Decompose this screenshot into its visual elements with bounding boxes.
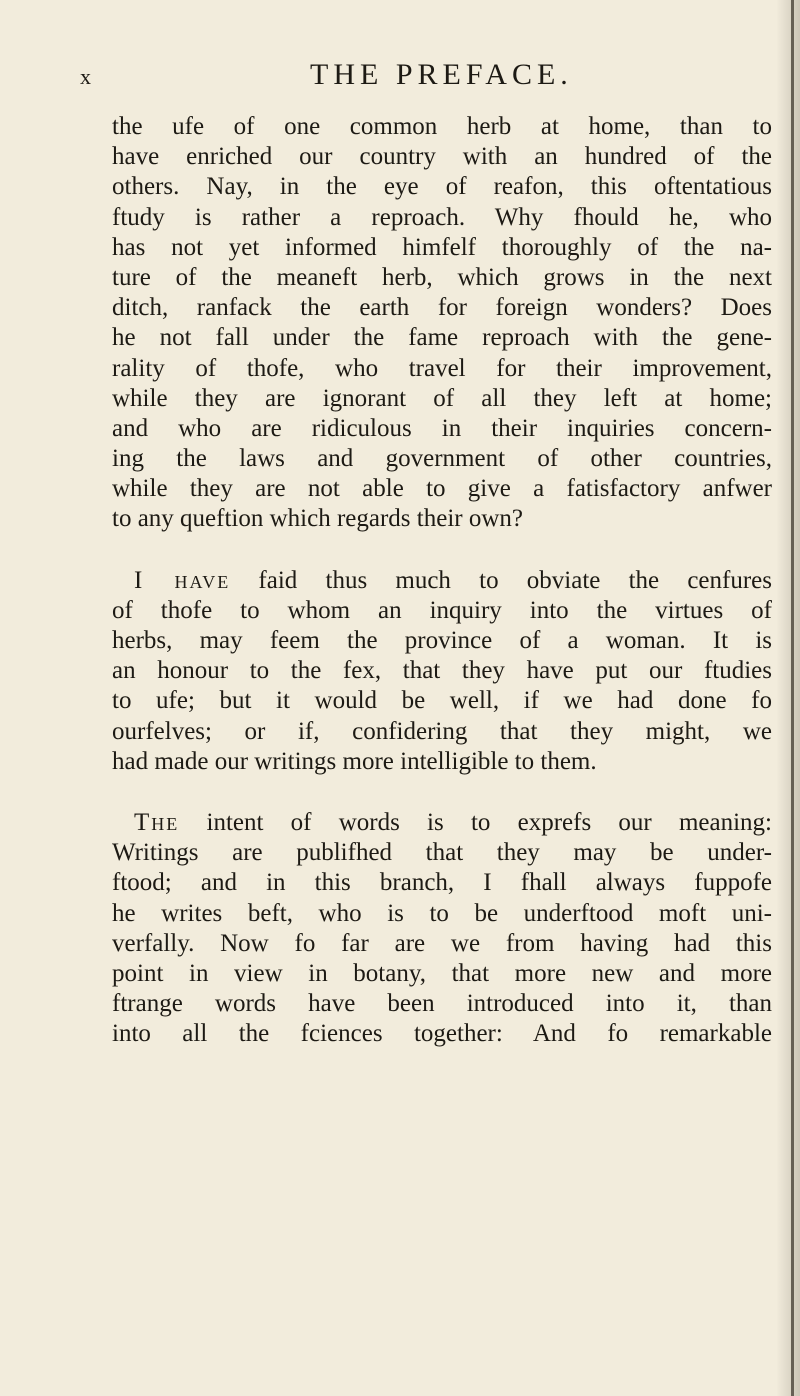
text-line: have enriched our country with an hundred of the	[112, 143, 772, 171]
text-line: ourfelves; or if, confidering that they might, we	[112, 717, 772, 745]
text-line: point in view in botany, that more new and more	[112, 959, 772, 987]
text-line	[112, 808, 772, 838]
page-edge-line	[791, 0, 794, 1396]
text-line: ture of the meaneft herb, which grows in the next	[112, 263, 772, 291]
text-line: ditch, ranfack the earth for foreign wonders? Does	[112, 294, 772, 322]
text-line: has not yet informed himfelf thoroughly of the na-	[112, 233, 772, 261]
paragraph-2	[112, 566, 772, 777]
text-line: while they are ignorant of all they left at home;	[112, 384, 772, 412]
text-line	[112, 566, 772, 596]
text-line: ftood; and in this branch, I fhall always fuppofe	[112, 869, 772, 897]
line-text: intent of words is to exprefs our meaning:	[179, 808, 772, 836]
text-line: Writings are publifhed that they may be under-	[112, 839, 772, 867]
text-line: of thofe to whom an inquiry into the virtues of	[112, 596, 772, 624]
text-line: ftudy is rather a reproach. Why fhould he, who	[112, 203, 772, 231]
text-line: and who are ridiculous in their inquiries concern-	[112, 414, 772, 442]
page-edge-shadow	[776, 0, 800, 1396]
paragraph-3	[112, 808, 772, 1050]
paragraph-1	[112, 112, 772, 535]
text-line: into all the fciences together: And fo remarkable	[112, 1020, 772, 1048]
text-line: he not fall under the fame reproach with the gene-	[112, 324, 772, 352]
lead-word: The	[134, 808, 180, 836]
text-line: ing the laws and government of other countries,	[112, 445, 772, 473]
text-line: herbs, may feem the province of a woman. It is	[112, 627, 772, 654]
page-number: x	[80, 64, 91, 89]
text-line: verfally. Now fo far are we from having had this	[112, 929, 772, 957]
text-line: an honour to the fex, that they have put our ftudies	[112, 657, 772, 685]
text-line: had made our writings more intelligible to them.	[112, 747, 597, 775]
text-line: he writes beft, who is to be underftood moft uni-	[112, 899, 772, 927]
page-title: THE PREFACE.	[310, 58, 573, 91]
text-line: others. Nay, in the eye of reafon, this oftentatious	[112, 173, 772, 201]
lead-word: I have	[134, 566, 231, 594]
text-line: the ufe of one common herb at home, than to	[112, 113, 772, 140]
line-text: faid thus much to obviate the cenfures	[230, 566, 773, 594]
text-line: to ufe; but it would be well, if we had done fo	[112, 687, 772, 715]
text-line: ftrange words have been introduced into it, than	[112, 990, 772, 1018]
text-line: rality of thofe, who travel for their improvement,	[112, 354, 772, 382]
text-line: while they are not able to give a fatisfactory anfwer	[112, 475, 772, 503]
body-text	[112, 112, 772, 1049]
text-line: to any queftion which regards their own?	[112, 505, 523, 533]
running-head	[80, 58, 780, 98]
